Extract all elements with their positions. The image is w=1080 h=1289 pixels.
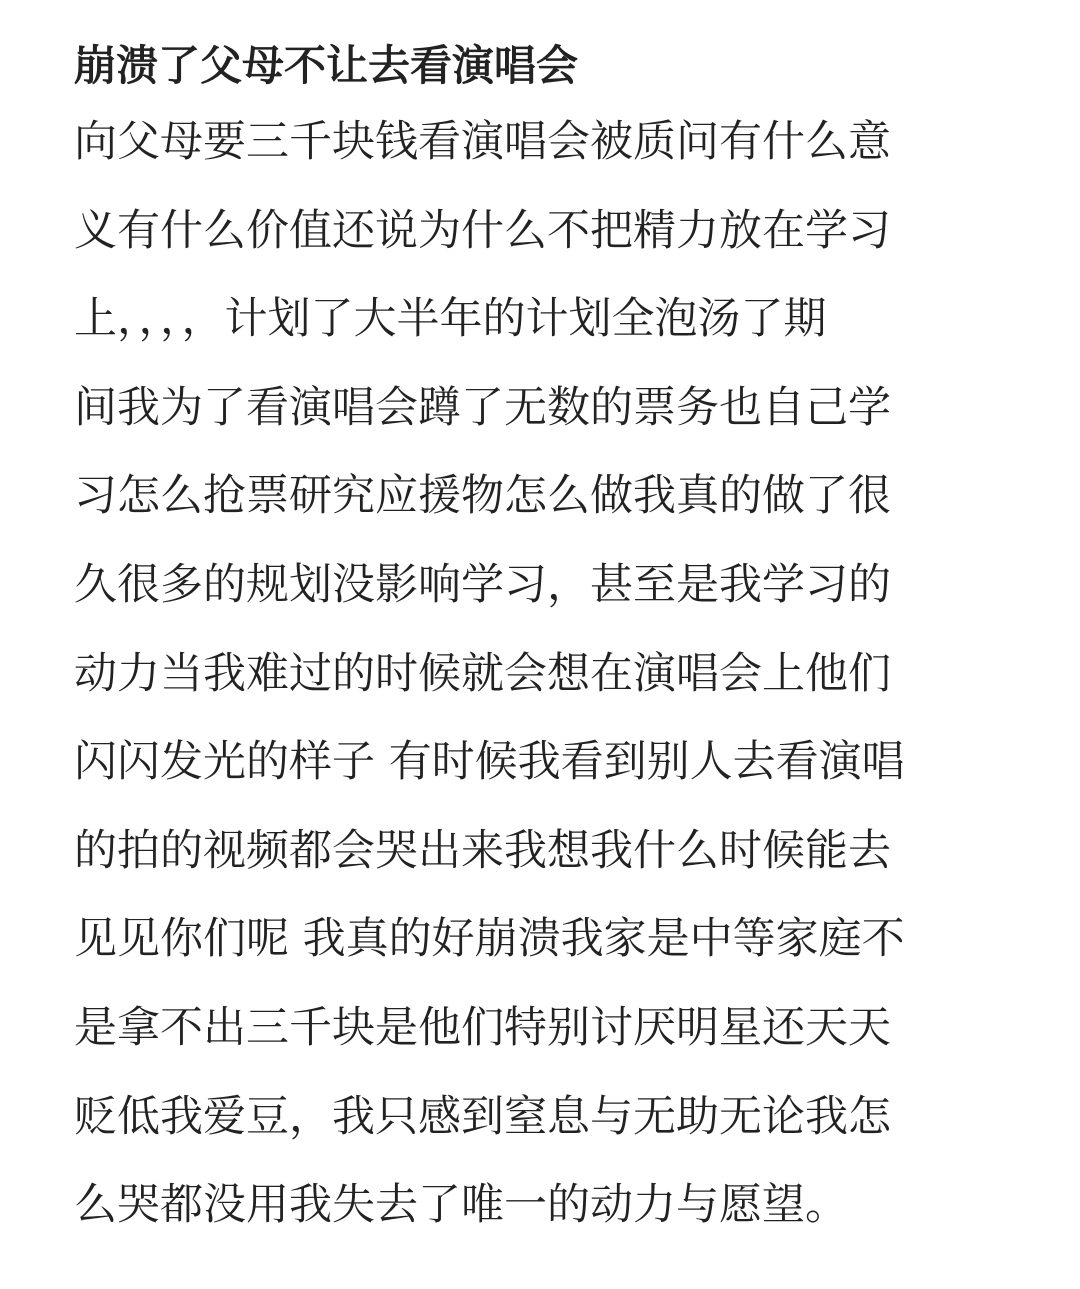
- post-title: 崩溃了父母不让去看演唱会: [74, 41, 579, 90]
- post-body-line: 是拿不出三千块是他们特别讨厌明星还天天: [74, 1002, 891, 1053]
- post-body-line: 闪闪发光的样子 有时候我看到别人去看演唱: [74, 737, 905, 788]
- post-body-line: 的拍的视频都会哭出来我想我什么时候能去: [74, 825, 891, 876]
- post-body-line: 动力当我难过的时候就会想在演唱会上他们: [74, 648, 891, 699]
- post-body-line: 上，，，，计划了大半年的计划全泡汤了期: [74, 294, 827, 345]
- post-body-line: 向父母要三千块钱看演唱会被质问有什么意: [74, 117, 891, 167]
- post-content: [74, 34, 1010, 1250]
- post-body: [74, 98, 1010, 1250]
- post-body-line: 见见你们呢 我真的好崩溃我家是中等家庭不: [74, 914, 905, 965]
- post-body-line: 间我为了看演唱会蹲了无数的票务也自己学: [74, 382, 891, 433]
- post-body-line: 义有什么价值还说为什么不把精力放在学习: [74, 205, 891, 256]
- post-body-line: 贬低我爱豆，我只感到窒息与无助无论我怎: [74, 1091, 891, 1142]
- post-body-line: 么哭都没用我失去了唯一的动力与愿望。: [74, 1180, 848, 1231]
- post-body-line: 久很多的规划没影响学习，甚至是我学习的: [74, 559, 891, 610]
- post-body-line: 习怎么抢票研究应援物怎么做我真的做了很: [74, 471, 891, 522]
